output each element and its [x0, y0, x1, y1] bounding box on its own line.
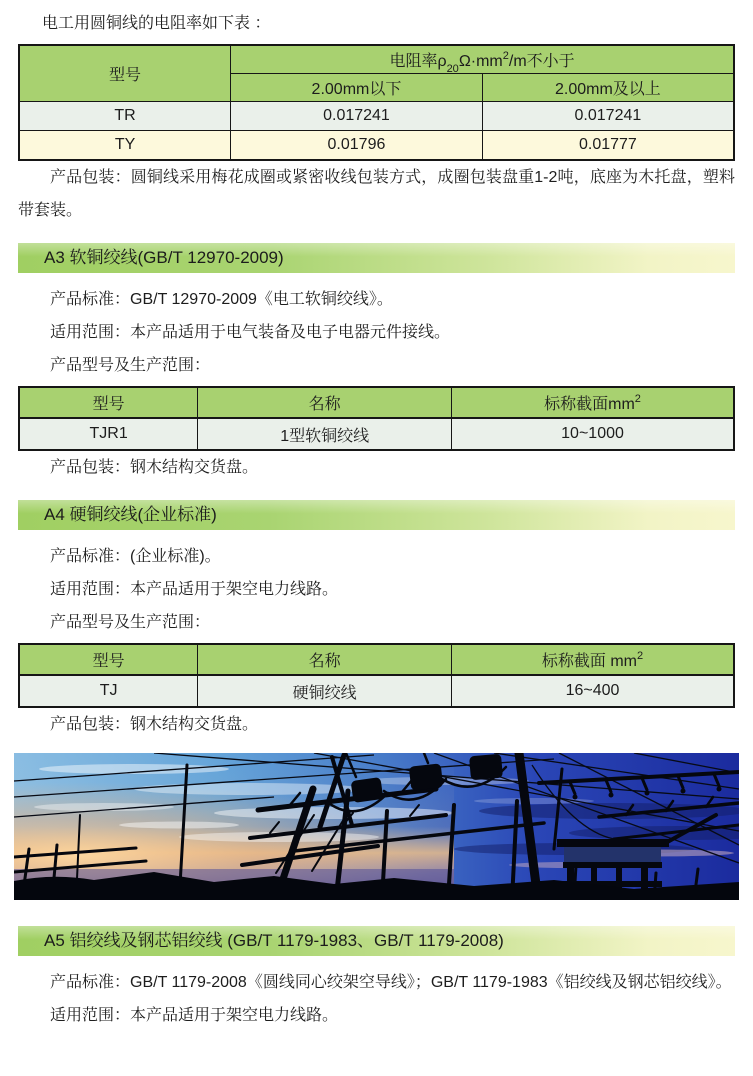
- section-superscript: 2: [634, 392, 641, 405]
- resistivity-label: 电阻率ρ: [389, 53, 447, 70]
- header-cell-name: 名称: [198, 644, 452, 675]
- cell-section: 16~400: [452, 675, 734, 707]
- cell-value: 0.01777: [482, 131, 734, 161]
- header-cell-model: 型号: [19, 45, 231, 102]
- table-row-ty: [19, 131, 734, 161]
- header-cell-model: 型号: [19, 387, 198, 418]
- header-cell-above-2mm: 2.00mm及以上: [482, 74, 734, 102]
- a3-packing-text: 产品包装：钢木结构交货盘。: [50, 459, 259, 476]
- header-cell-resistivity: [231, 45, 734, 74]
- resistivity-suffix: /m不小于: [508, 53, 575, 70]
- cell-value: 0.017241: [231, 102, 483, 131]
- cell-model: TY: [19, 131, 231, 161]
- cell-name: 硬铜绞线: [198, 675, 452, 707]
- cell-value: 0.01796: [231, 131, 483, 161]
- table-row-tj: [19, 675, 734, 707]
- resistivity-unit: Ω·mm: [458, 53, 503, 70]
- a4-product-table: [18, 643, 735, 708]
- cell-model: TJ: [19, 675, 198, 707]
- section-label: 标称截面 mm: [541, 653, 638, 670]
- section-bar-a4: A4 硬铜绞线(企业标准): [18, 500, 735, 530]
- header-cell-below-2mm: 2.00mm以下: [231, 74, 483, 102]
- header-cell-section: [452, 387, 734, 418]
- a4-range-label: 产品型号及生产范围：: [50, 614, 211, 631]
- header-cell-model: 型号: [19, 644, 198, 675]
- table-row-tjr1: [19, 418, 734, 450]
- table-row-tr: [19, 102, 734, 131]
- a3-standard-text: 产品标准：GB/T 12970-2009《电工软铜绞线》。: [50, 291, 393, 308]
- resistivity-table: [18, 44, 735, 161]
- header-cell-name: 名称: [198, 387, 452, 418]
- a5-scope-text: 适用范围：本产品适用于架空电力线路。: [50, 1007, 339, 1024]
- a3-product-table: [18, 386, 735, 451]
- cell-section: 10~1000: [452, 418, 734, 450]
- a4-packing-text: 产品包装：钢木结构交货盘。: [50, 716, 259, 733]
- section-superscript: 2: [637, 649, 644, 662]
- packing-round-wire-text: 产品包装：圆铜线采用梅花成圈或紧密收线包装方式，成圈包装盘重1-2吨，底座为木托盘，塑料带套装。: [18, 169, 735, 219]
- cell-model: TJR1: [19, 418, 198, 450]
- substation-sunset-photo: [14, 753, 739, 900]
- a3-range-label: 产品型号及生产范围：: [50, 357, 211, 374]
- cell-model: TR: [19, 102, 231, 131]
- resistivity-superscript: 2: [502, 49, 509, 62]
- section-bar-a5: A5 铝绞线及钢芯铝绞线 (GB/T 1179-1983、GB/T 1179-2008): [18, 926, 735, 956]
- resistivity-subscript: 20: [446, 63, 459, 76]
- a3-scope-text: 适用范围：本产品适用于电气装备及电子电器元件接线。: [50, 324, 451, 341]
- a4-scope-text: 适用范围：本产品适用于架空电力线路。: [50, 581, 339, 598]
- intro-text: 电工用圆铜线的电阻率如下表 ：: [42, 15, 271, 32]
- cell-value: 0.017241: [482, 102, 734, 131]
- page-content: [0, 13, 753, 1032]
- cell-name: 1型软铜绞线: [198, 418, 452, 450]
- a5-standard-text: 产品标准：GB/T 1179-2008《圆线同心绞架空导线》；GB/T 1179-1983《铝绞线及钢芯铝绞线》。: [50, 974, 732, 991]
- section-label: 标称截面mm: [544, 396, 635, 413]
- section-bar-a3: A3 软铜绞线(GB/T 12970-2009): [18, 243, 735, 273]
- a4-standard-text: 产品标准：(企业标准)。: [50, 548, 221, 565]
- header-cell-section: [452, 644, 734, 675]
